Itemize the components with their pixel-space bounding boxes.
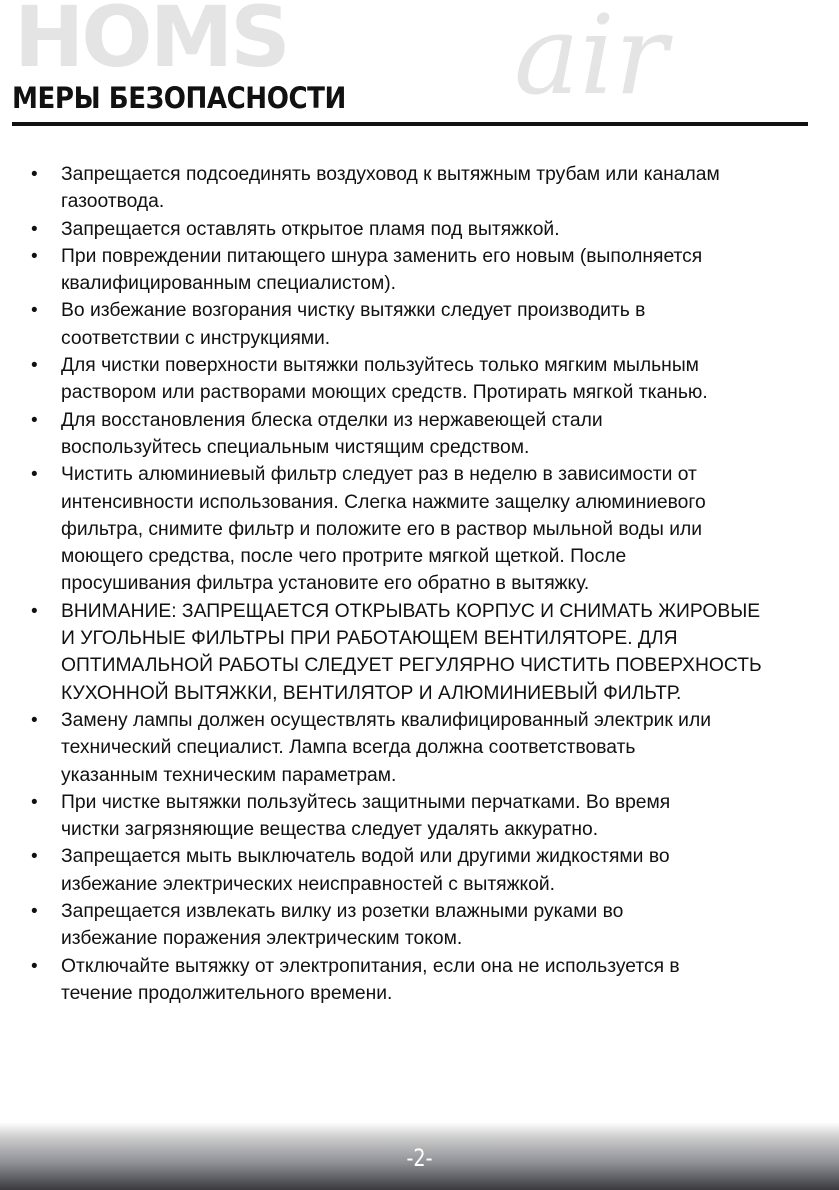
list-item-text-line: соответствии с инструкциями. — [61, 327, 331, 349]
list-item-text-line: раствором или растворами моющих средств. Протирать мягкой тканью. — [61, 382, 708, 404]
list-item-text-line: Отключайте вытяжку от электропитания, если она не используется в — [61, 955, 680, 977]
bullet-icon: • — [31, 409, 38, 431]
bullet-icon: • — [31, 846, 38, 868]
list-item — [0, 707, 839, 789]
list-item-text-line: КУХОННОЙ ВЫТЯЖКИ, ВЕНТИЛЯТОР И АЛЮМИНИЕВЫЙ ФИЛЬТР. — [61, 682, 682, 704]
bullet-icon: • — [31, 600, 38, 622]
logo-homs-text: HOMS — [14, 0, 288, 74]
list-item-text-line: чистки загрязняющие вещества следует удалять аккуратно. — [61, 819, 599, 841]
list-item — [0, 953, 839, 1008]
list-item — [0, 243, 839, 298]
list-item-text-line: И УГОЛЬНЫЕ ФИЛЬТРЫ ПРИ РАБОТАЮЩЕМ ВЕНТИЛЯТОРЕ. ДЛЯ — [61, 628, 678, 650]
bullet-icon: • — [31, 955, 38, 977]
list-item — [0, 598, 839, 707]
list-item-text-line: моющего средства, после чего протрите мягкой щеткой. После — [61, 546, 627, 568]
bullet-icon: • — [31, 464, 38, 486]
list-item-text-line: ОПТИМАЛЬНОЙ РАБОТЫ СЛЕДУЕТ РЕГУЛЯРНО ЧИСТИТЬ ПОВЕРХНОСТЬ — [61, 655, 762, 677]
list-item — [0, 297, 839, 352]
list-item-text-line: Чистить алюминиевый фильтр следует раз в неделю в зависимости от — [61, 464, 697, 486]
page-title: МЕРЫ БЕЗОПАСНОСТИ — [12, 81, 346, 115]
list-item — [0, 898, 839, 953]
list-item-text-line: избежание поражения электрическим током. — [61, 928, 463, 950]
logo-air-text: air — [514, 0, 668, 119]
bullet-icon: • — [31, 709, 38, 731]
list-item — [0, 161, 839, 216]
list-item-text-line: газоотвода. — [61, 191, 165, 213]
bullet-icon: • — [31, 164, 38, 185]
safety-list — [0, 161, 839, 1007]
list-item-text-line: Запрещается извлекать вилку из розетки влажными руками во — [61, 901, 624, 923]
list-item — [0, 216, 839, 243]
list-item-text-line: избежание электрических неисправностей с вытяжкой. — [61, 873, 555, 895]
bullet-icon: • — [31, 218, 38, 240]
list-item-text-line: воспользуйтесь специальным чистящим средством. — [61, 436, 530, 458]
list-item-text-line: технический специалист. Лампа всегда должна соответствовать — [61, 737, 636, 759]
list-item-text-line: Для восстановления блеска отделки из нержавеющей стали — [61, 409, 603, 431]
bullet-icon: • — [31, 901, 38, 923]
list-item-text-line: Во избежание возгорания чистку вытяжки следует производить в — [61, 300, 646, 322]
list-item-text-line: просушивания фильтра установите его обратно в вытяжку. — [61, 573, 590, 595]
list-item — [0, 789, 839, 844]
list-item-text-line: ВНИМАНИЕ: ЗАПРЕЩАЕТСЯ ОТКРЫВАТЬ КОРПУС И СНИМАТЬ ЖИРОВЫЕ — [61, 600, 761, 622]
page-number: -2- — [406, 1144, 433, 1172]
list-item-text-line: Запрещается подсоединять воздуховод к вытяжным трубам или каналам — [61, 164, 720, 185]
list-item-text-line: При повреждении питающего шнура заменить его новым (выполняется — [61, 245, 703, 267]
list-item — [0, 352, 839, 407]
list-item-text-line: При чистке вытяжки пользуйтесь защитными перчатками. Во время — [61, 791, 671, 813]
list-item-text-line: квалифицированным специалистом). — [61, 273, 396, 295]
list-item-text-line: Запрещается мыть выключатель водой или другими жидкостями во — [61, 846, 670, 868]
list-item — [0, 843, 839, 898]
list-item-text-line: интенсивности использования. Слегка нажмите защелку алюминиевого — [61, 491, 706, 513]
list-item-text-line: фильтра, снимите фильтр и положите его в раствор мыльной воды или — [61, 518, 702, 540]
title-divider — [12, 122, 808, 126]
bullet-icon: • — [31, 355, 38, 377]
bullet-icon: • — [31, 300, 38, 322]
list-item-text-line: указанным техническим параметрам. — [61, 764, 397, 786]
list-item — [0, 461, 839, 597]
list-item-text-line: течение продолжительного времени. — [61, 982, 393, 1004]
page-footer — [0, 1122, 839, 1190]
list-item-text-line: Для чистки поверхности вытяжки пользуйтесь только мягким мыльным — [61, 355, 699, 377]
bullet-icon: • — [31, 791, 38, 813]
list-item — [0, 407, 839, 462]
list-item-text-line: Замену лампы должен осуществлять квалифицированный электрик или — [61, 709, 711, 731]
list-item-text-line: Запрещается оставлять открытое пламя под вытяжкой. — [61, 218, 560, 240]
bullet-icon: • — [31, 245, 38, 267]
